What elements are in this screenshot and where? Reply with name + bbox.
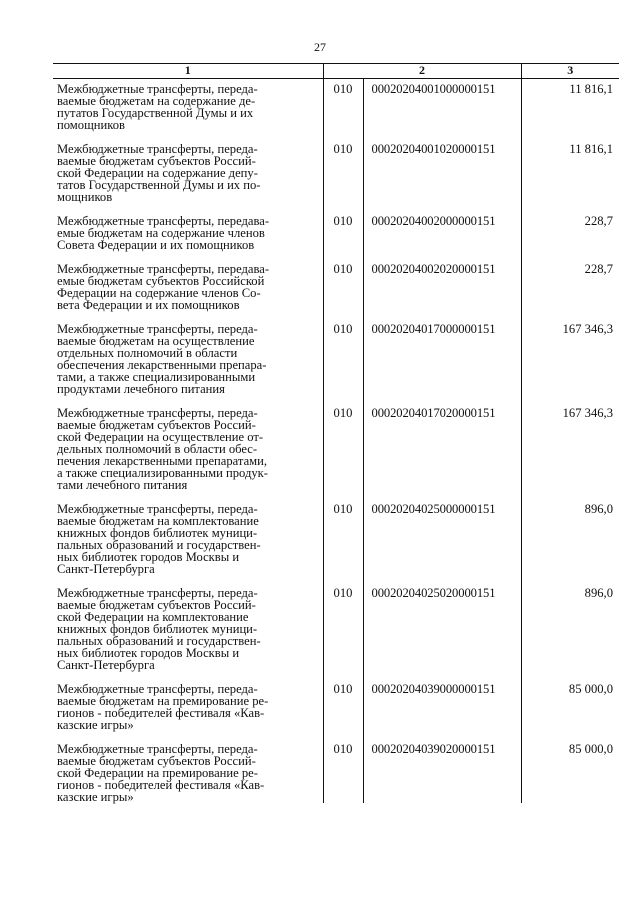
- header-col-2: 2: [323, 64, 521, 79]
- row-admin-code: 010: [323, 671, 363, 731]
- row-admin-code: 010: [323, 79, 363, 132]
- row-amount: 167 346,3: [521, 311, 619, 395]
- row-name: Межбюджетные трансферты, переда- ваемые бюджетам субъектов Россий- ской Федерации на содержание депу- татов Государственной Думы и их по- мощников: [57, 142, 261, 204]
- row-name: Межбюджетные трансферты, передава- емые бюджетам на содержание членов Совета Федерации и их помощников: [57, 214, 270, 252]
- table-row: [53, 131, 619, 203]
- row-amount: 896,0: [521, 575, 619, 671]
- row-name: Межбюджетные трансферты, переда- ваемые бюджетам на содержание де- путатов Государственной Думы и их помощников: [57, 82, 258, 132]
- table-header-row: [53, 64, 619, 79]
- table-row: [53, 251, 619, 311]
- row-amount: 85 000,0: [521, 671, 619, 731]
- header-col-3: 3: [521, 64, 619, 79]
- row-amount: 11 816,1: [521, 79, 619, 132]
- row-name: Межбюджетные трансферты, передава- емые бюджетам субъектов Российской Федерации на содержание членов Со- вета Федерации и их помощников: [57, 262, 270, 312]
- row-kbk: 00020204002020000151: [363, 251, 521, 311]
- row-admin-code: 010: [323, 395, 363, 491]
- row-admin-code: 010: [323, 491, 363, 575]
- row-admin-code: 010: [323, 203, 363, 251]
- row-kbk: 00020204017020000151: [363, 395, 521, 491]
- row-amount: 228,7: [521, 251, 619, 311]
- row-admin-code: 010: [323, 731, 363, 803]
- row-kbk: 00020204025020000151: [363, 575, 521, 671]
- table-row: [53, 203, 619, 251]
- table-row: [53, 491, 619, 575]
- page-number: 27: [314, 40, 326, 54]
- row-amount: 167 346,3: [521, 395, 619, 491]
- row-kbk: 00020204017000000151: [363, 311, 521, 395]
- row-amount: 11 816,1: [521, 131, 619, 203]
- table-row: [53, 395, 619, 491]
- header-col-1: 1: [53, 64, 323, 79]
- table-row: [53, 731, 619, 803]
- row-admin-code: 010: [323, 131, 363, 203]
- table-row: [53, 575, 619, 671]
- row-kbk: 00020204039020000151: [363, 731, 521, 803]
- row-kbk: 00020204002000000151: [363, 203, 521, 251]
- row-admin-code: 010: [323, 311, 363, 395]
- row-kbk: 00020204001020000151: [363, 131, 521, 203]
- row-amount: 896,0: [521, 491, 619, 575]
- table-row: [53, 671, 619, 731]
- row-kbk: 00020204039000000151: [363, 671, 521, 731]
- row-amount: 85 000,0: [521, 731, 619, 803]
- row-name: Межбюджетные трансферты, переда- ваемые бюджетам на премирование ре- гионов - победителей фестиваля «Кав- казские игры»: [57, 682, 269, 732]
- row-kbk: 00020204025000000151: [363, 491, 521, 575]
- row-name: Межбюджетные трансферты, переда- ваемые бюджетам субъектов Россий- ской Федерации на премирование ре- гионов - победителей фестиваля «Кав- казские игры»: [57, 742, 265, 804]
- row-admin-code: 010: [323, 575, 363, 671]
- row-kbk: 00020204001000000151: [363, 79, 521, 132]
- table-row: [53, 79, 619, 132]
- row-name: Межбюджетные трансферты, переда- ваемые бюджетам на комплектование книжных фондов библиотек муници- пальных образований и государствен- ных библиотек городов Москвы и Санкт-Петербурга: [57, 502, 261, 576]
- row-name: Межбюджетные трансферты, переда- ваемые бюджетам на осуществление отдельных полномочий в области обеспечения лекарственными препара- тами, а также специализированными продуктами лечебного питания: [57, 322, 267, 396]
- row-admin-code: 010: [323, 251, 363, 311]
- row-name: Межбюджетные трансферты, переда- ваемые бюджетам субъектов Россий- ской Федерации на комплектование книжных фондов библиотек муници- пальных образований и государствен- ных библиотек городов Москвы и Санкт-Петербурга: [57, 586, 261, 672]
- row-amount: 228,7: [521, 203, 619, 251]
- table-row: [53, 311, 619, 395]
- budget-table: [53, 63, 619, 803]
- row-name: Межбюджетные трансферты, переда- ваемые бюджетам субъектов Россий- ской Федерации на осуществление от- дельных полномочий в области обес- печения лекарственными препаратами, а также специализированными продук- тами лечебного питания: [57, 406, 268, 492]
